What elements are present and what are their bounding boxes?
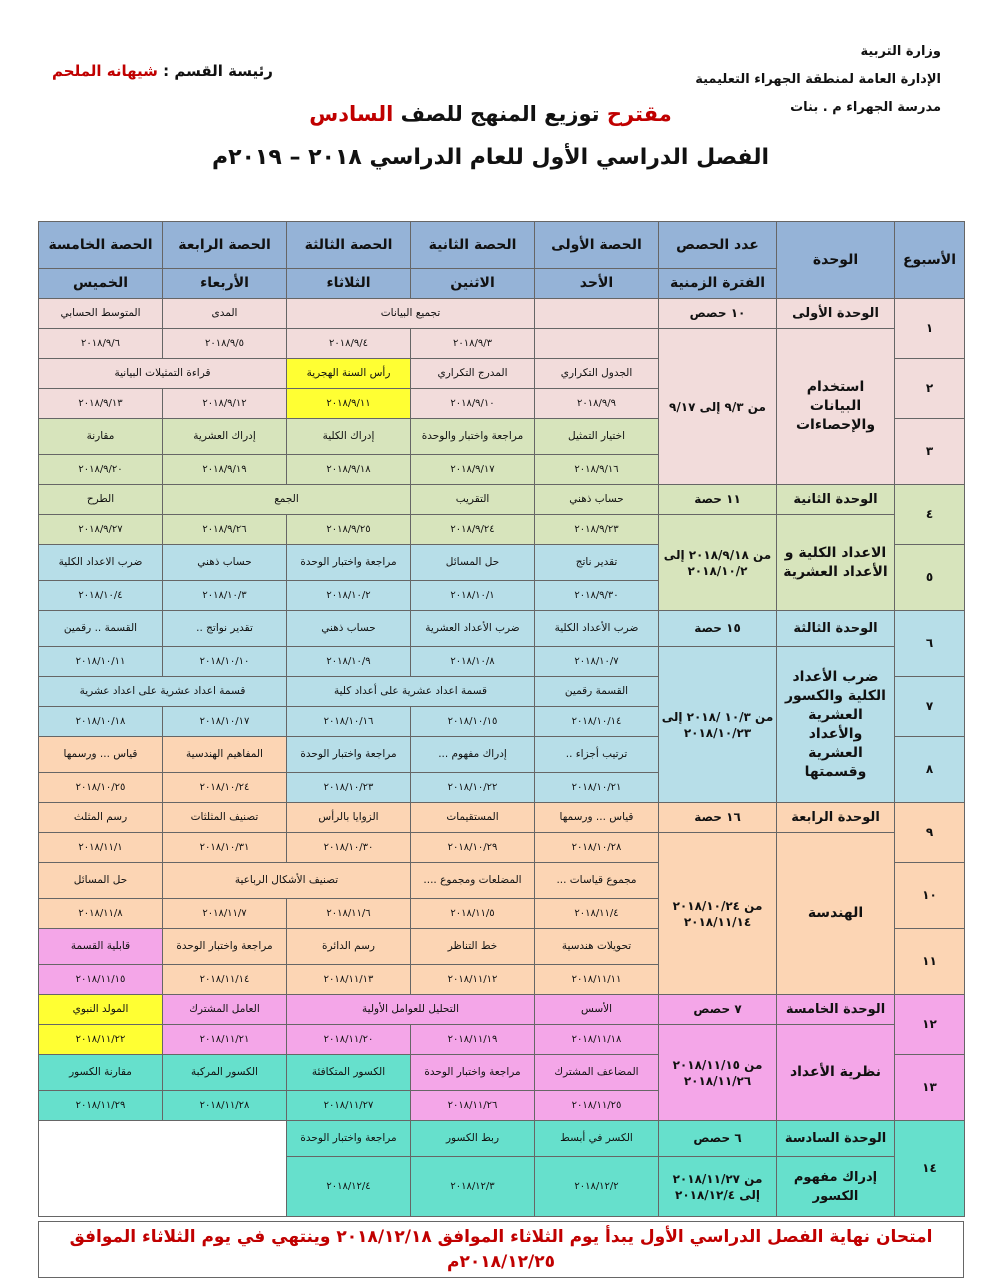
date-cell: ٢٠١٨/٩/٢٦ [163, 515, 287, 545]
lesson-cell: المتوسط الحسابي [39, 299, 163, 329]
lesson-cell: المفاهيم الهندسية [163, 737, 287, 773]
date-cell: ٢٠١٨/١٠/٢٩ [411, 833, 535, 863]
unit-period: من ٢٠١٨/١٠/٢٤ ٢٠١٨/١١/١٤ [659, 833, 777, 995]
lesson-cell: الكسور المتكافئة [287, 1055, 411, 1091]
unit-period: من ٢٠١٨/٩/١٨ إلى ٢٠١٨/١٠/٢ [659, 515, 777, 611]
table-row [39, 1025, 965, 1055]
lesson-cell [535, 299, 659, 329]
count-header: عدد الحصص [659, 222, 777, 269]
table-row [39, 1121, 965, 1157]
unit-name: نظرية الأعداد [777, 1025, 895, 1121]
date-cell: ٢٠١٨/١١/٦ [287, 899, 411, 929]
date-cell: ٢٠١٨/١١/١٥ [39, 965, 163, 995]
lesson-cell: العامل المشترك [163, 995, 287, 1025]
lesson-cell: المضاعف المشترك [535, 1055, 659, 1091]
date-cell: ٢٠١٨/٩/٣ [411, 329, 535, 359]
table-row [39, 995, 965, 1025]
date-cell: ٢٠١٨/١٠/٣ [163, 581, 287, 611]
date-cell: ٢٠١٨/١١/٤ [535, 899, 659, 929]
lesson-cell: حساب ذهني [163, 545, 287, 581]
lesson-cell: قسمة اعداد عشرية على أعداد كلية [287, 677, 535, 707]
date-cell: ٢٠١٨/١٠/٤ [39, 581, 163, 611]
week-number: ١ [895, 299, 965, 359]
date-cell: ٢٠١٨/١٠/١٥ [411, 707, 535, 737]
lesson-cell: إدراك الكلية [287, 419, 411, 455]
lesson-cell: الكسر في أبسط [535, 1121, 659, 1157]
date-cell: ٢٠١٨/١٠/٢٥ [39, 773, 163, 803]
week-number: ٣ [895, 419, 965, 485]
lesson-cell: تصنيف الأشكال الرباعية [163, 863, 411, 899]
week-number: ١٢ [895, 995, 965, 1055]
lesson-cell: ضرب الاعداد الكلية [39, 545, 163, 581]
lesson-cell: مراجعة واختبار الوحدة [287, 1121, 411, 1157]
lesson-cell: قراءة التمثيلات البيانية [39, 359, 287, 389]
lesson-cell: حل المسائل [411, 545, 535, 581]
date-cell: ٢٠١٨/١٠/٣٠ [287, 833, 411, 863]
lesson-cell: تصنيف المثلثات [163, 803, 287, 833]
date-cell: ٢٠١٨/١٠/١٦ [287, 707, 411, 737]
week-number: ٥ [895, 545, 965, 611]
table-row [39, 515, 965, 545]
day-thu: الخميس [39, 269, 163, 299]
unit-title: الوحدة الثالثة [777, 611, 895, 647]
date-cell: ٢٠١٨/٩/٣٠ [535, 581, 659, 611]
lesson-cell: حساب ذهني [287, 611, 411, 647]
lesson-cell: مجموع قياسات ... [535, 863, 659, 899]
lesson-cell: التقريب [411, 485, 535, 515]
date-cell: ٢٠١٨/٩/٢٥ [287, 515, 411, 545]
date-cell: ٢٠١٨/١١/٢١ [163, 1025, 287, 1055]
lesson-cell: مراجعة واختبار الوحدة [163, 929, 287, 965]
date-cell: ٢٠١٨/١١/١٢ [411, 965, 535, 995]
lesson-cell: الطرح [39, 485, 163, 515]
date-cell [535, 329, 659, 359]
table-row [39, 647, 965, 677]
week-number: ١٤ [895, 1121, 965, 1217]
date-cell: ٢٠١٨/١٠/٢٤ [163, 773, 287, 803]
exam-note-line2: ٢٠١٨/١٢/٢٥م [447, 1252, 555, 1272]
lesson-cell: مراجعة واختبار الوحدة [287, 737, 411, 773]
exam-note-line1: امتحان نهاية الفصل الدراسي الأول يبدأ يوم الثلاثاء الموافق ٢٠١٨/١٢/١٨ وينتهي في يوم الثلاثاء الموافق [69, 1227, 933, 1247]
date-cell: ٢٠١٨/٩/٢٣ [535, 515, 659, 545]
title-part2: توزيع المنهج للصف [393, 102, 607, 126]
date-cell: ٢٠١٨/١١/٢٨ [163, 1091, 287, 1121]
title-part3: السادس [309, 102, 394, 126]
lesson-cell: ضرب الأعداد العشرية [411, 611, 535, 647]
school-line: مدرسة الجهراء م . بنات [790, 100, 941, 115]
unit-name: الهندسة [777, 833, 895, 995]
lesson-cell: قياس ... ورسمها [39, 737, 163, 773]
week-header: الأسبوع [895, 222, 965, 299]
date-cell: ٢٠١٨/١١/٢٠ [287, 1025, 411, 1055]
table-row [39, 803, 965, 833]
week-number: ٩ [895, 803, 965, 863]
lesson-cell: إدراك العشرية [163, 419, 287, 455]
date-cell: ٢٠١٨/١٠/١٨ [39, 707, 163, 737]
date-cell: ٢٠١٨/١١/٢٧ [287, 1091, 411, 1121]
unit-title: الوحدة السادسة [777, 1121, 895, 1157]
page-subtitle: الفصل الدراسي الأول للعام الدراسي ٢٠١٨ – ٢٠١٩م [211, 145, 770, 170]
period-header-2: الحصة الثانية [411, 222, 535, 269]
lesson-cell: الكسور المركبة [163, 1055, 287, 1091]
week-number: ١٠ [895, 863, 965, 929]
unit-title: الوحدة الرابعة [777, 803, 895, 833]
date-cell: ٢٠١٨/١١/٢٢ [39, 1025, 163, 1055]
date-cell: ٢٠١٨/١٢/٣ [411, 1157, 535, 1217]
lesson-cell: تقدير ناتج [535, 545, 659, 581]
lesson-cell: حل المسائل [39, 863, 163, 899]
header-row [39, 222, 965, 269]
ministry-line: وزارة التربية [860, 44, 941, 59]
date-cell: ٢٠١٨/١٠/٣١ [163, 833, 287, 863]
date-cell: ٢٠١٨/٩/١٩ [163, 455, 287, 485]
schedule-table [38, 221, 965, 1217]
unit-period: من ١٠/٣ /٢٠١٨ إلى ٢٠١٨/١٠/٢٣ [659, 647, 777, 803]
unit-period: من ٢٠١٨/١١/١٥ ٢٠١٨/١١/٢٦ [659, 1025, 777, 1121]
date-cell: ٢٠١٨/٩/١٠ [411, 389, 535, 419]
date-cell: ٢٠١٨/٩/١٦ [535, 455, 659, 485]
date-cell: ٢٠١٨/٩/٩ [535, 389, 659, 419]
week-number: ١٣ [895, 1055, 965, 1121]
lesson-cell: قابلية القسمة [39, 929, 163, 965]
head-name: شيهانه الملحم [52, 62, 158, 80]
date-cell: ٢٠١٨/١٠/٢ [287, 581, 411, 611]
table-row [39, 329, 965, 359]
department-head [52, 62, 273, 80]
date-cell: ٢٠١٨/٩/٥ [163, 329, 287, 359]
date-cell: ٢٠١٨/٩/٢٧ [39, 515, 163, 545]
period-header-5: الحصة الخامسة [39, 222, 163, 269]
date-cell: ٢٠١٨/٩/٤ [287, 329, 411, 359]
lesson-cell: مقارنة [39, 419, 163, 455]
date-cell: ٢٠١٨/٩/١٢ [163, 389, 287, 419]
day-sun: الأحد [535, 269, 659, 299]
district-line: الإدارة العامة لمنطقة الجهراء التعليمية [695, 72, 941, 87]
date-cell: ٢٠١٨/١٠/٨ [411, 647, 535, 677]
date-cell: ٢٠١٨/١٠/١١ [39, 647, 163, 677]
date-cell: ٢٠١٨/١١/١ [39, 833, 163, 863]
lesson-cell: تقدير نواتج .. [163, 611, 287, 647]
lesson-cell: تحويلات هندسية [535, 929, 659, 965]
lesson-cell: المضلعات ومجموع .... [411, 863, 535, 899]
holiday-cell: رأس السنة الهجرية [287, 359, 411, 389]
lesson-cell: الجمع [163, 485, 411, 515]
date-cell: ٢٠١٨/١٠/١٠ [163, 647, 287, 677]
date-cell: ٢٠١٨/١٠/٢٣ [287, 773, 411, 803]
unit-name: إدراك مفهوم الكسور [777, 1157, 895, 1217]
date-cell: ٢٠١٨/١١/١٨ [535, 1025, 659, 1055]
lesson-cell: الجدول التكراري [535, 359, 659, 389]
lesson-cell: رسم الدائرة [287, 929, 411, 965]
date-cell: ٢٠١٨/١٠/١٧ [163, 707, 287, 737]
unit-name: الاعداد الكلية و الأعداد العشرية [777, 515, 895, 611]
lesson-cell: قياس ... ورسمها [535, 803, 659, 833]
lesson-cell: مقارنة الكسور [39, 1055, 163, 1091]
date-cell: ٢٠١٨/٩/٢٠ [39, 455, 163, 485]
holiday-cell: المولد النبوي [39, 995, 163, 1025]
lesson-cell: اختيار التمثيل [535, 419, 659, 455]
date-cell: ٢٠١٨/١١/٨ [39, 899, 163, 929]
lesson-cell: المدى [163, 299, 287, 329]
unit-count: ١١ حصة [659, 485, 777, 515]
date-cell: ٢٠١٨/١١/٢٥ [535, 1091, 659, 1121]
date-cell: ٢٠١٨/٩/٢٤ [411, 515, 535, 545]
date-cell: ٢٠١٨/١١/١٣ [287, 965, 411, 995]
lesson-cell: مراجعة واختبار الوحدة [287, 545, 411, 581]
lesson-cell: خط التناظر [411, 929, 535, 965]
date-cell: ٢٠١٨/١٠/١٤ [535, 707, 659, 737]
lesson-cell: رسم المثلث [39, 803, 163, 833]
week-number: ٦ [895, 611, 965, 677]
time-header: الفترة الزمنية [659, 269, 777, 299]
date-cell: ٢٠١٨/١١/١٩ [411, 1025, 535, 1055]
unit-title: الوحدة الخامسة [777, 995, 895, 1025]
unit-name: استخدام البيانات والإحصاءات [777, 329, 895, 485]
lesson-cell: ربط الكسور [411, 1121, 535, 1157]
day-mon: الاثنين [411, 269, 535, 299]
week-number: ١١ [895, 929, 965, 995]
table-row [39, 611, 965, 647]
date-cell: ٢٠١٨/١٠/٧ [535, 647, 659, 677]
date-cell: ٢٠١٨/١٠/١ [411, 581, 535, 611]
date-cell: ٢٠١٨/١١/٢٦ [411, 1091, 535, 1121]
date-cell: ٢٠١٨/٩/٦ [39, 329, 163, 359]
table-row [39, 299, 965, 329]
lesson-cell: التحليل للعوامل الأولية [287, 995, 535, 1025]
lesson-cell: إدراك مفهوم ... [411, 737, 535, 773]
week-number: ٧ [895, 677, 965, 737]
page-title [0, 102, 981, 126]
unit-period: من ٩/٣ إلى ٩/١٧ [659, 329, 777, 485]
day-wed: الأربعاء [163, 269, 287, 299]
week-number: ٢ [895, 359, 965, 419]
unit-name: ضرب الأعداد الكلية والكسور العشرية والأعداد العشرية وقسمتها [777, 647, 895, 803]
period-header-1: الحصة الأولى [535, 222, 659, 269]
lesson-cell: تجميع البيانات [287, 299, 535, 329]
lesson-cell: مراجعة واختبار والوحدة [411, 419, 535, 455]
lesson-cell: الزوايا بالرأس [287, 803, 411, 833]
unit-period: من ٢٠١٨/١١/٢٧ إلى ٢٠١٨/١٢/٤ [659, 1157, 777, 1217]
exam-note [38, 1221, 964, 1278]
lesson-cell: المدرج التكراري [411, 359, 535, 389]
table-row [39, 485, 965, 515]
unit-title: الوحدة الثانية [777, 485, 895, 515]
unit-title: الوحدة الأولى [777, 299, 895, 329]
lesson-cell: ترتيب أجزاء .. [535, 737, 659, 773]
date-cell: ٢٠١٨/١١/١١ [535, 965, 659, 995]
empty-cell [39, 1121, 287, 1217]
lesson-cell: ضرب الأعداد الكلية [535, 611, 659, 647]
date-cell: ٢٠١٨/١٢/٢ [535, 1157, 659, 1217]
date-cell: ٢٠١٨/١١/٥ [411, 899, 535, 929]
date-cell: ٢٠١٨/١٢/٤ [287, 1157, 411, 1217]
date-cell: ٢٠١٨/٩/١٣ [39, 389, 163, 419]
date-cell: ٢٠١٨/١١/٢٩ [39, 1091, 163, 1121]
title-part1: مقترح [606, 102, 672, 126]
lesson-cell: مراجعة واختبار الوحدة [411, 1055, 535, 1091]
table-row [39, 833, 965, 863]
date-cell: ٢٠١٨/١٠/٩ [287, 647, 411, 677]
lesson-cell: حساب ذهني [535, 485, 659, 515]
unit-count: ١٠ حصص [659, 299, 777, 329]
unit-count: ٦ حصص [659, 1121, 777, 1157]
unit-count: ١٦ حصة [659, 803, 777, 833]
unit-count: ١٥ حصة [659, 611, 777, 647]
period-header-3: الحصة الثالثة [287, 222, 411, 269]
date-cell: ٢٠١٨/١١/٧ [163, 899, 287, 929]
date-cell: ٢٠١٨/٩/١٨ [287, 455, 411, 485]
lesson-cell: القسمة رقمين [535, 677, 659, 707]
lesson-cell: المستقيمات [411, 803, 535, 833]
week-number: ٤ [895, 485, 965, 545]
period-header-4: الحصة الرابعة [163, 222, 287, 269]
day-tue: الثلاثاء [287, 269, 411, 299]
head-label: رئيسة القسم : [157, 62, 273, 80]
date-cell: ٢٠١٨/١١/١٤ [163, 965, 287, 995]
date-cell: ٢٠١٨/١٠/٢١ [535, 773, 659, 803]
lesson-cell: الأسس [535, 995, 659, 1025]
week-number: ٨ [895, 737, 965, 803]
lesson-cell: القسمة .. رقمين [39, 611, 163, 647]
unit-count: ٧ حصص [659, 995, 777, 1025]
date-cell: ٢٠١٨/٩/١١ [287, 389, 411, 419]
unit-header: الوحدة [777, 222, 895, 299]
date-cell: ٢٠١٨/١٠/٢٨ [535, 833, 659, 863]
lesson-cell: قسمة اعداد عشرية على اعداد عشرية [39, 677, 287, 707]
date-cell: ٢٠١٨/٩/١٧ [411, 455, 535, 485]
date-cell: ٢٠١٨/١٠/٢٢ [411, 773, 535, 803]
